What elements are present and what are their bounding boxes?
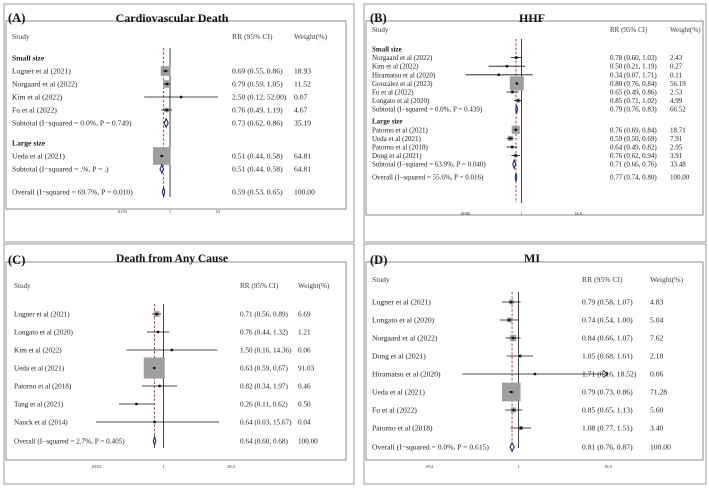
rr-ci-value: 0.71 (0.66, 0.76) [610,160,657,169]
rr-ci-value: 0.79 (0.59, 1.05) [232,79,283,89]
forest-panel-b [364,4,706,242]
weight-value: 100.00 [294,187,315,197]
study-label: Ueda et al (2021) [12,151,65,161]
rr-ci-value: 0.71 (0.56, 0.89) [240,310,288,319]
forest-panel-a [4,4,354,242]
study-label: Fu et al (2022) [372,405,417,415]
point-estimate [164,70,167,73]
point-estimate [512,337,515,340]
study-label: Norgaard et al (2022) [372,333,438,343]
weight-value: 2.53 [670,88,683,97]
point-estimate [514,129,517,132]
panel-title: Cardiovascular Death [115,11,229,25]
study-label: Kim et al (2022) [372,62,419,71]
panel-title: MI [524,251,540,265]
overall-label: Overall (I−squared = 55.6%, P = 0.016) [372,173,484,182]
weight-value: 0.07 [294,92,308,102]
study-label: Tang et al (2021) [14,400,64,409]
axis-tick-label: 52 [215,209,221,214]
weight-value: 64.81 [294,164,312,174]
rr-ci-value: 0.59 (0.50, 0.69) [610,134,657,143]
study-label: Nauck et al (2014) [14,418,68,427]
overall-label: Overall (I−squared = 2.7%, P = 0.405) [14,437,125,446]
weight-value: 71.28 [650,387,668,397]
rr-ci-value: 0.79 (0.58, 1.07) [582,297,633,307]
weight-value: 3.91 [670,152,683,161]
weight-value: 91.03 [298,364,315,373]
rr-ci-value: 0.79 (0.76, 0.83) [610,105,657,114]
axis-tick-label: 1 [517,464,520,469]
study-label: Lugner et al (2021) [12,66,71,76]
study-label: Hiramatsu et al (2020) [372,369,441,379]
point-estimate [508,319,511,322]
subtotal-label: Subtotal (I−squared = 0.0%, P = 0.749) [12,118,132,128]
axis-tick-label: .0686 [459,211,471,216]
weight-value: 0.11 [670,71,682,80]
axis-tick-label: .054 [424,464,434,469]
weight-value: 7.62 [650,333,664,343]
column-header-weight: Weight(%) [650,275,684,284]
study-label: Patorno et al (2018) [14,382,72,391]
rr-ci-value: 0.76 (0.44, 1.32) [240,328,288,337]
study-label: Ueda et al (2021) [14,364,65,373]
study-label: Hiramatsu et al (2020) [372,71,436,80]
subgroup-label: Large size [372,117,403,126]
weight-value: 4.67 [294,105,308,115]
point-estimate [135,403,138,406]
point-estimate [510,391,513,394]
point-estimate [511,146,514,149]
rr-ci-value: 0.34 (0.07, 1.71) [610,71,657,80]
weight-value: 0.06 [298,346,311,355]
point-estimate [170,349,173,352]
study-label: Longato et al (2020) [372,97,430,106]
study-label: Longato et al (2020) [372,315,435,325]
overall-diamond [153,437,156,445]
column-header-study: Study [372,275,390,284]
weight-value: 100.00 [298,437,318,446]
weight-value: 100.00 [670,173,690,182]
weight-value: 35.19 [294,118,312,128]
axis-tick-label: 1 [162,464,165,469]
rr-ci-value: 0.64 (0.03, 15.67) [240,418,292,427]
point-estimate [166,83,169,86]
plot-frame [6,262,346,460]
study-label: Patorno et al (2018) [372,423,433,433]
study-label: Kim et al (2022) [14,346,62,355]
column-header-rr: RR (95% CI) [610,26,648,34]
weight-value: 66.52 [670,105,686,114]
study-label: Gonzalez et al (2023) [372,79,433,88]
subtotal-diamond [516,105,518,113]
overall-label: Overall (I−squared = 0.0%, P = 0.615) [372,442,489,452]
weight-value: 33.48 [670,160,686,169]
study-label: Patorno et al (2021) [372,126,428,135]
point-estimate [155,313,158,316]
weight-value: 6.69 [298,310,311,319]
point-estimate [161,155,164,158]
study-label: Lugner et al (2021) [14,310,70,319]
weight-value: 11.52 [294,79,311,89]
rr-ci-value: 0.59 (0.53, 0.65) [232,187,283,197]
forest-panel-d [364,244,706,484]
study-label: Ueda et al (2021) [372,134,421,143]
column-header-study: Study [14,282,31,290]
rr-ci-value: 0.26 (0.11, 0.62) [240,400,288,409]
subtotal-label: Subtotal (I−squared = .%, P = .) [12,164,109,174]
study-label: Fu et al (2022) [12,105,57,115]
weight-value: 4.99 [670,97,683,106]
weight-value: 3.40 [650,423,664,433]
weight-value: 4.83 [650,297,664,307]
weight-value: 56.19 [670,79,686,88]
rr-ci-value: 0.78 (0.60, 1.03) [610,54,657,63]
subtotal-label: Subtotal (I−squared = 0.0%, P = 0.439) [372,105,483,114]
overall-label: Overall (I−squared = 69.7%, P = 0.010) [12,187,133,197]
axis-tick-label: .0352 [90,464,102,469]
column-header-study: Study [12,32,30,41]
point-estimate [153,421,156,424]
point-estimate [514,154,517,157]
point-estimate [515,56,518,59]
overall-diamond [515,173,517,181]
rr-ci-value: 0.74 (0.54, 1.00) [582,315,633,325]
weight-value: 0.46 [298,382,311,391]
weight-value: 2.95 [670,143,683,152]
rr-ci-value: 0.85 (0.71, 1.02) [610,97,657,106]
point-estimate [153,367,156,370]
rr-ci-value: 1.05 (0.68, 1.61) [582,351,633,361]
column-header-weight: Weight(%) [298,282,330,290]
weight-value: 0.04 [298,418,311,427]
subgroup-label: Small size [12,53,45,63]
weight-value: 18.93 [294,66,312,76]
point-estimate [512,409,515,412]
weight-value: 100.00 [650,442,671,452]
axis-tick-label: 18.5 [603,464,613,469]
panel-title: Death from Any Cause [116,253,228,265]
point-estimate [517,99,520,102]
rr-ci-value: 0.69 (0.55, 0.86) [232,66,283,76]
rr-ci-value: 1.08 (0.77, 1.51) [582,423,633,433]
rr-ci-value: 0.76 (0.49, 1.19) [232,105,283,115]
rr-ci-value: 1.71 (0.16, 18.52) [582,369,637,379]
rr-ci-value: 0.64 (0.49, 0.82) [610,143,657,152]
study-label: Patorno et al (2018) [372,143,428,152]
rr-ci-value: 0.76 (0.62, 0.94) [610,152,657,161]
point-estimate [165,109,168,112]
rr-ci-value: 0.81 (0.76, 0.87) [582,442,633,452]
weight-value: 7.91 [670,134,683,143]
point-estimate [180,96,183,99]
subgroup-label: Small size [372,45,402,54]
weight-value: 1.21 [298,328,311,337]
overall-diamond [162,188,164,196]
study-label: Kim et al (2022) [12,92,63,102]
rr-ci-value: 0.65 (0.49, 0.86) [610,88,657,97]
panel-letter: (D) [370,253,388,267]
panel-letter: (A) [8,11,26,25]
weight-value: 2.18 [650,351,664,361]
plot-frame [6,21,346,209]
rr-ci-value: 0.73 (0.62, 0.86) [232,118,283,128]
rr-ci-value: 0.80 (0.76, 0.84) [610,79,657,88]
point-estimate [158,385,161,388]
rr-ci-value: 2.50 (0.12, 52.00) [232,92,287,102]
column-header-weight: Weight(%) [670,26,701,34]
weight-value: 64.81 [294,151,312,161]
rr-ci-value: 0.64 (0.60, 0.68) [240,437,288,446]
axis-tick-label: 1 [168,209,172,214]
rr-ci-value: 0.82 (0.34, 1.97) [240,382,288,391]
rr-ci-value: 0.50 (0.21, 1.19) [610,62,657,71]
column-header-rr: RR (95% CI) [232,32,273,41]
panel-letter: (B) [370,11,387,25]
study-label: Fu et al (2022) [372,88,414,97]
rr-ci-value: 0.77 (0.74, 0.80) [610,173,657,182]
panel-title: HHF [519,11,545,25]
point-estimate [506,65,509,68]
forest-panel-c [4,244,354,484]
rr-ci-value: 1.50 (0.16, 14.36) [240,346,292,355]
study-label: Dong et al (2021) [372,152,422,161]
weight-value: 5.04 [650,315,664,325]
point-estimate [510,301,513,304]
study-label: Norgaard et al (2022) [372,54,433,63]
axis-tick-label: 14.6 [573,211,583,216]
point-estimate [497,74,500,77]
weight-value: 5.60 [650,405,664,415]
study-label: Ueda et al (2021) [372,387,425,397]
subtotal-label: Subtotal (I−squared = 63.9%, P = 0.040) [372,160,486,169]
subgroup-label: Large size [12,138,46,148]
study-label: Longato et al (2020) [14,328,73,337]
point-estimate [515,82,518,85]
point-estimate [157,331,160,334]
rr-ci-value: 0.85 (0.65, 1.13) [582,405,633,415]
point-estimate [534,373,537,376]
panel-letter: (C) [8,253,26,267]
point-estimate [509,137,512,140]
rr-ci-value: 0.76 (0.69, 0.84) [610,126,657,135]
study-label: Norgaard et al (2022) [12,79,78,89]
axis-tick-label: 1 [520,211,523,216]
study-label: Dong et al (2021) [372,351,426,361]
rr-ci-value: 0.63 (0.59, 0.67) [240,364,288,373]
rr-ci-value: 0.51 (0.44, 0.58) [232,164,283,174]
column-header-weight: Weight(%) [294,32,328,41]
point-estimate [511,91,514,94]
weight-value: 0.06 [650,369,664,379]
column-header-rr: RR (95% CI) [240,282,279,290]
weight-value: 2.43 [670,54,683,63]
study-label: Lugner et al (2021) [372,297,431,307]
rr-ci-value: 0.51 (0.44, 0.58) [232,151,283,161]
weight-value: 18.71 [670,126,686,135]
rr-ci-value: 0.84 (0.66, 1.07) [582,333,633,343]
axis-tick-label: 28.2 [226,464,236,469]
point-estimate [520,427,523,430]
point-estimate [519,355,522,358]
plot-frame [366,21,703,215]
weight-value: 0.27 [670,62,683,71]
column-header-rr: RR (95% CI) [582,275,623,284]
column-header-study: Study [372,26,389,34]
axis-tick-label: .0192 [116,209,128,214]
weight-value: 0.50 [298,400,311,409]
rr-ci-value: 0.79 (0.73, 0.86) [582,387,633,397]
